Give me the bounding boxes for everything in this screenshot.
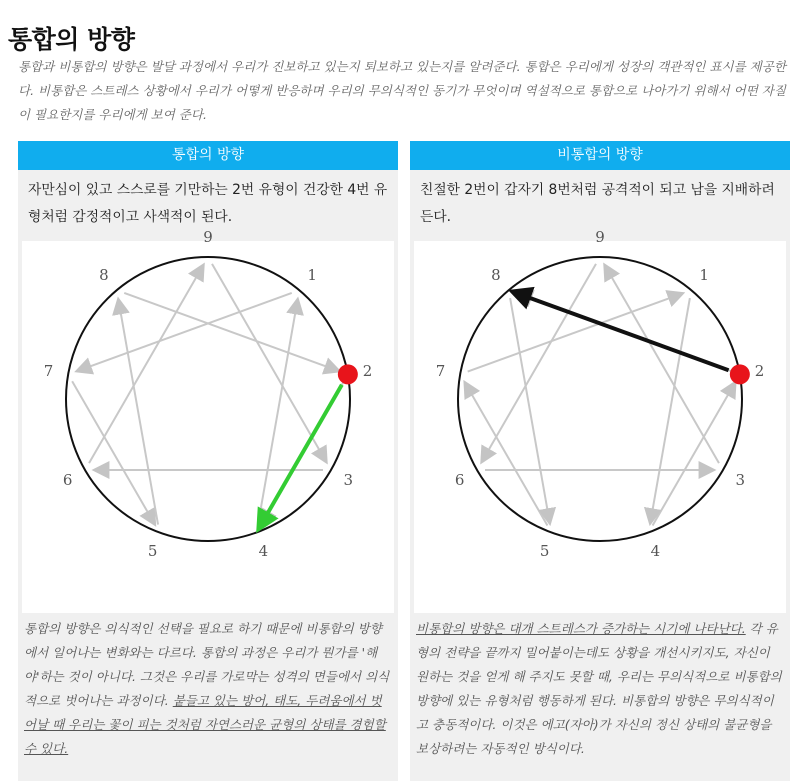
number-label-2: 2 bbox=[754, 361, 765, 380]
highlight-point-2 bbox=[338, 364, 358, 384]
number-label-6: 6 bbox=[454, 471, 465, 489]
number-label-7: 7 bbox=[43, 361, 54, 380]
number-label-3: 3 bbox=[735, 471, 746, 489]
flow-line-7-5 bbox=[72, 381, 154, 524]
flow-line-1-7 bbox=[468, 294, 682, 372]
disintegration-panel bbox=[410, 141, 790, 781]
number-label-9: 9 bbox=[595, 228, 605, 246]
enneagram-circle bbox=[458, 257, 742, 541]
integration-note bbox=[24, 617, 392, 761]
flow-line-5-8 bbox=[510, 298, 550, 522]
disintegration-note-text: 각 유형의 전략을 끝까지 밀어붙이는데도 상황을 개선시키지도, 자신이 원하는 것을 얻게 해 주지도 못할 때, 우리는 무의식적으로 비통합의 방향에 있는 유형처럼 행동하게 된다. 비통합의 방향은 무의식적이고 충동적이다. 이것은 에고(자아)가 자신의 정신 상태의 불균형을 보상하려는 자동적인 방식이다. bbox=[416, 621, 782, 756]
number-label-5: 5 bbox=[539, 542, 550, 561]
flow-line-9-3 bbox=[605, 266, 719, 463]
disintegration-diagram bbox=[414, 228, 786, 613]
flow-line-1-7 bbox=[78, 293, 292, 371]
flow-line-6-9 bbox=[482, 264, 596, 461]
number-label-5: 5 bbox=[147, 542, 158, 561]
flow-line-4-1 bbox=[258, 300, 298, 524]
integration-panel bbox=[18, 141, 398, 781]
page-title: 통합의 방향 bbox=[8, 25, 135, 54]
number-label-8: 8 bbox=[99, 265, 109, 284]
integration-note-text: 통합의 방향은 의식적인 선택을 필요로 하기 때문에 비통합의 방향에서 일어나는 변화와는 다르다. 통합의 과정은 우리가 뭔가를 '해야'하는 것이 아니다. 그것은 우리를 가로막는 성격의 면들에서 의식적으로 벗어나는 과정이다. bbox=[24, 621, 390, 708]
flow-line-9-3 bbox=[212, 264, 326, 461]
integration-description: 자만심이 있고 스스로를 기만하는 2번 유형이 건강한 4번 유형처럼 감정적이고 사색적이 된다. bbox=[28, 182, 388, 225]
integration-note-underlined: 붙들고 있는 방어, 태도, 두려움에서 벗어날 때 우리는 꽃이 피는 것처럼 자연스러운 균형의 상태를 경험할 수 있다. bbox=[24, 693, 386, 756]
enneagram-integration bbox=[22, 228, 394, 613]
number-label-9: 9 bbox=[203, 228, 213, 246]
number-label-1: 1 bbox=[307, 265, 317, 284]
number-label-2: 2 bbox=[362, 361, 373, 380]
number-label-8: 8 bbox=[491, 265, 501, 284]
flow-line-7-5 bbox=[465, 383, 547, 526]
number-label-7: 7 bbox=[435, 361, 446, 380]
highlight-arrow-2-to-8 bbox=[512, 292, 728, 371]
disintegration-note-underlined: 비통합의 방향은 대개 스트레스가 증가하는 시기에 나타난다. bbox=[416, 621, 746, 636]
number-label-6: 6 bbox=[62, 471, 73, 489]
highlight-point-2 bbox=[730, 364, 750, 384]
integration-diagram bbox=[22, 228, 394, 613]
flow-line-6-9 bbox=[89, 266, 203, 463]
intro-text: 통합과 비통합의 방향은 발달 과정에서 우리가 진보하고 있는지 퇴보하고 있는지를 알려준다. 통합은 우리에게 성장의 객관적인 표시를 제공한다. 비통합은 스트레스 상황에서 우리가 어떻게 반응하며 우리의 무의식적인 동기가 무엇이며 역설적으로 통합으로 나아가기 위해서 어떤 자질이 필요한지를 우리에게 보여 준다. bbox=[18, 59, 786, 122]
number-label-1: 1 bbox=[699, 265, 709, 284]
enneagram-disintegration bbox=[414, 228, 786, 613]
disintegration-note bbox=[416, 617, 784, 761]
flow-line-4-1 bbox=[650, 298, 690, 522]
flow-line-2-4 bbox=[653, 383, 735, 526]
number-label-3: 3 bbox=[343, 471, 354, 489]
number-label-4: 4 bbox=[258, 542, 269, 561]
flow-line-8-2 bbox=[124, 293, 338, 371]
disintegration-header: 비통합의 방향 bbox=[410, 141, 790, 170]
integration-header: 통합의 방향 bbox=[18, 141, 398, 170]
number-label-4: 4 bbox=[650, 542, 661, 561]
enneagram-circle bbox=[66, 257, 350, 541]
flow-line-5-8 bbox=[118, 300, 158, 524]
disintegration-description: 친절한 2번이 갑자기 8번처럼 공격적이 되고 남을 지배하려 든다. bbox=[420, 182, 775, 225]
